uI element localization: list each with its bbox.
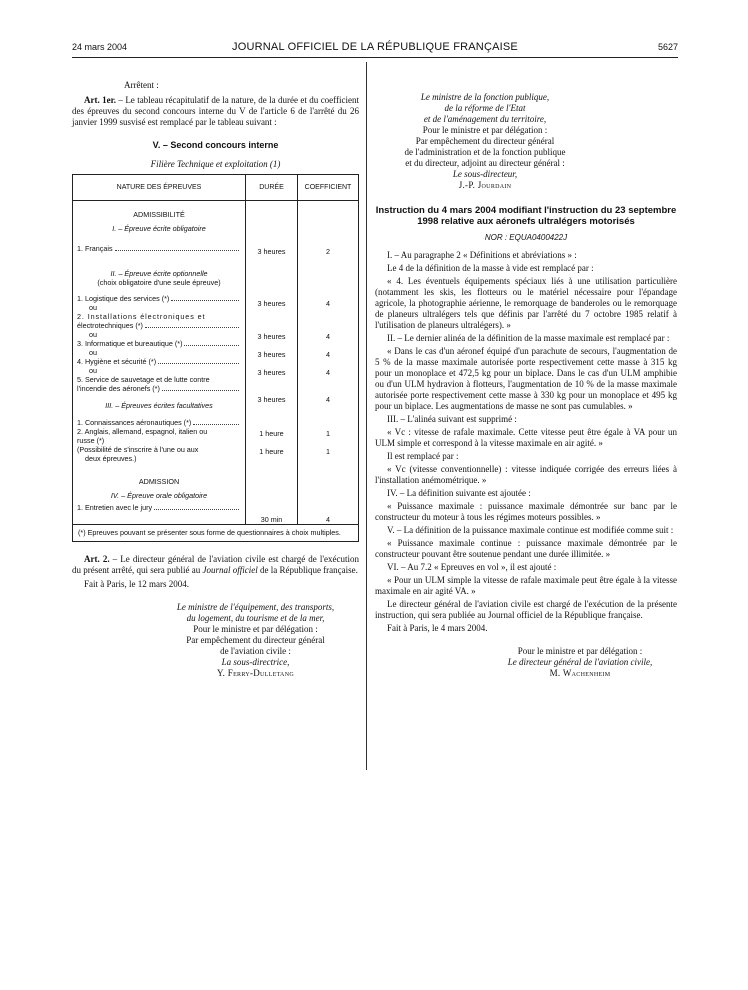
instruction-title: Instruction du 4 mars 2004 modifiant l'instruction du 23 septembre 1998 relative aux aéronefs ultralégers motorisés [375,205,677,227]
installations-label-1: 2. Installations électroniques et [77,312,206,321]
admission-heading: ADMISSION [138,477,180,486]
coefficient-column [298,175,358,524]
para-5: « Dans le cas d'un aéronef équipé d'un parachute de secours, l'augmentation de 5 % de la masse maximale autorisée porte respectivement cette masse à 315 kg pour un monoplace et 472,5 kg pour un biplace. Dans le cas d'un ULM amphibie ou d'un ULM hydravion à flotteurs, l'augmentation de 10 % de la masse maximale autorisée porte respectivement cette masse à 330 kg pour un monoplace et 495 kg pour un biplace. Les augmentations de masse ne sont pas cumulables. » [375,346,677,411]
article-2-journal: Journal officiel [202,565,258,575]
sauvetage-label-2: l'incendie des aéronefs (*) [77,384,160,393]
page-header [72,40,678,58]
header-page-number: 5627 [657,42,678,52]
sauvetage-label-1: 5. Service de sauvetage et de lutte contre [77,375,210,384]
sig-minister-1: Le ministre de l'équipement, des transports, [176,602,335,612]
possibilite-note-1: (Possibilité de s'inscrire à l'une ou aux [77,445,199,454]
article-1-label: Art. 1er. [84,95,117,105]
connaissances-label: 1. Connaissances aéronautiques (*) [77,418,192,427]
rsig-empech-3: et du directeur, adjoint au directeur général : [405,158,565,168]
rsig-name: J.-P. Jourdain [458,180,512,190]
article-1 [72,95,359,128]
logistique-label: 1. Logistique des services (*) [77,294,170,303]
langues-label-1: 2. Anglais, allemand, espagnol, italien ou [77,427,208,436]
para-6: III. – L'alinéa suivant est supprimé : [387,414,517,424]
nature-column [73,175,246,524]
col-header-duree: DURÉE [246,175,297,201]
table-row-francais [77,244,241,253]
ou-separator: ou [89,366,97,375]
sig-empech-2: de l'aviation civile : [220,646,291,656]
sauvetage-duree: 3 heures [257,395,286,404]
sig-role: La sous-directrice, [221,657,290,667]
para-3: « 4. Les éventuels équipements spéciaux liés à une utilisation particulière (notamment les skis, les flotteurs ou le matériel nécessaire pour l'épandage agricole, la photographie aérienne, le remorquage de banderoles ou le remorquage de planeurs ultralégers tels que définis par l'arrêté du 7 octobre 1985 relatif à l'utilisation de planeurs ultralégers). » [375,276,677,330]
ecrite-obligatoire-heading: I. – Épreuve écrite obligatoire [112,224,206,233]
entretien-label: 1. Entretien avec le jury [77,503,153,512]
article-2-text-b: de la République française. [257,565,358,575]
para-7: « Vc : vitesse de rafale maximale. Cette vitesse peut être égale à VA pour un ULM simple et correspond à la vitesse maximale en air agité. » [375,427,677,448]
para-15: « Pour un ULM simple la vitesse de rafale maximale peut être égale à la vitesse maximale en air agité VA. » [375,575,677,596]
para-2: Le 4 de la définition de la masse à vide est remplacé par : [387,263,594,273]
ou-separator: ou [89,348,97,357]
right-signature-block [375,92,595,191]
para-8: Il est remplacé par : [387,451,459,461]
hygiene-duree: 3 heures [257,368,286,377]
epreuves-table [72,174,359,542]
left-column [72,80,359,679]
rsig-delegation: Pour le ministre et par délégation : [422,125,548,135]
fsig-name: M. Wachenheim [549,668,611,678]
article-2-text-a: – Le directeur général de l'aviation civile est chargé de l'exécution du présent arrêté, qui sera publié au [72,554,359,575]
right-column [375,92,677,679]
sig-empech-1: Par empêchement du directeur général [186,635,325,645]
header-title: JOURNAL OFFICIEL DE LA RÉPUBLIQUE FRANÇAISE [232,41,518,53]
instruction-body [375,250,677,634]
installations-coef: 4 [326,332,330,341]
sig-delegation: Pour le ministre et par délégation : [193,624,318,634]
para-10: IV. – La définition suivante est ajoutée : [387,488,531,498]
francais-label: 1. Français [77,244,113,253]
para-16: Le directeur général de l'aviation civile est chargé de l'exécution de la présente instruction, qui sera publiée au Journal officiel de la République française. [375,599,677,620]
francais-coef: 2 [326,247,330,256]
table-row-informatique [77,339,241,348]
section-title: V. – Second concours interne [152,140,279,150]
informatique-label: 3. Informatique et bureautique (*) [77,339,183,348]
connaissances-coef: 1 [326,429,330,438]
logistique-duree: 3 heures [257,299,286,308]
entretien-duree: 30 min [260,515,283,524]
arretent-text: Arrêtent : [124,80,159,90]
hygiene-label: 4. Hygiène et sécurité (*) [77,357,157,366]
para-12: V. – La définition de la puissance maximale continue est modifiée comme suit : [387,525,674,535]
header-rule [72,57,678,58]
sig-name: Y. Ferry-Dulletang [217,668,294,678]
installations-duree: 3 heures [257,332,286,341]
fsig-role: Le directeur général de l'aviation civile, [507,657,653,667]
ecrite-optionnelle-heading: II. – Épreuve écrite optionnelle [110,269,208,278]
ou-separator: ou [89,330,97,339]
rsig-empech-1: Par empêchement du directeur général [415,136,555,146]
admissibilite-heading: ADMISSIBILITÉ [133,210,185,219]
para-9: « Vc (vitesse conventionnelle) : vitesse indiquée corrigée des erreurs liées à l'installation anémométrique. » [375,464,677,485]
informatique-duree: 3 heures [257,350,286,359]
para-1: I. – Au paragraphe 2 « Définitions et abréviations » : [387,250,577,260]
article-2-label: Art. 2. [84,554,110,564]
table-row-connaissances [77,418,241,427]
logistique-coef: 4 [326,299,330,308]
col-header-coefficient: COEFFICIENT [298,175,358,201]
filiere-subtitle: Filière Technique et exploitation (1) [150,159,281,169]
ou-separator: ou [89,303,97,312]
fait-a-paris: Fait à Paris, le 12 mars 2004. [84,579,189,589]
article-2 [72,554,359,576]
table-footnote: (*) Epreuves pouvant se présenter sous forme de questionnaires à choix multiples. [73,524,358,541]
para-17: Fait à Paris, le 4 mars 2004. [387,623,488,633]
langues-label-2: russe (*) [77,436,105,445]
table-row-logistique [77,294,241,303]
duree-column [246,175,298,524]
langues-coef: 1 [326,447,330,456]
rsig-empech-2: de l'administration et de la fonction publique [404,147,566,157]
para-14: VI. – Au 7.2 « Epreuves en vol », il est ajouté : [387,562,557,572]
orale-heading: IV. – Épreuve orale obligatoire [110,491,208,500]
para-4: II. – Le dernier alinéa de la définition de la masse maximale est remplacé par : [387,333,670,343]
rsig-role: Le sous-directeur, [452,169,518,179]
rsig-minister-2: de la réforme de l'Etat [444,103,526,113]
table-row-installations [77,321,241,330]
table-row-hygiene [77,357,241,366]
sig-minister-2: du logement, du tourisme et de la mer, [186,613,325,623]
final-signature-block [485,646,675,679]
left-signature-block [152,602,359,679]
possibilite-note-2: deux épreuves.) [85,454,137,463]
table-row-entretien [77,503,241,512]
choix-note: (choix obligatoire d'une seule épreuve) [97,278,221,287]
ecrites-facultatives-heading: III. – Épreuves écrites facultatives [105,401,213,410]
entretien-coef: 4 [326,515,330,524]
fsig-delegation: Pour le ministre et par délégation : [517,646,643,656]
rsig-minister-1: Le ministre de la fonction publique, [420,92,550,102]
nor-reference: NOR : EQUA0400422J [484,233,568,242]
table-row-sauvetage [77,384,241,393]
rsig-minister-3: et de l'aménagement du territoire, [423,114,547,124]
column-divider [366,62,367,770]
sauvetage-coef: 4 [326,395,330,404]
langues-duree: 1 heure [259,447,284,456]
col-header-nature: NATURE DES ÉPREUVES [73,175,245,201]
francais-duree: 3 heures [257,247,286,256]
article-1-text: – Le tableau récapitulatif de la nature, de la durée et du coefficient des épreuves du second concours interne du V de l'article 6 de l'arrêté du 26 janvier 1999 susvisé est remplacé par le tableau suivant : [72,95,359,127]
para-13: « Puissance maximale continue : puissance maximale démontrée par le constructeur pouvant être soutenue pendant une durée illimitée. » [375,538,677,559]
para-11: « Puissance maximale : puissance maximale démontrée sur banc par le constructeur du moteur à tous les régimes moteurs possibles. » [375,501,677,522]
installations-label-2: électrotechniques (*) [77,321,143,330]
informatique-coef: 4 [326,350,330,359]
hygiene-coef: 4 [326,368,330,377]
header-date: 24 mars 2004 [72,42,128,52]
connaissances-duree: 1 heure [259,429,284,438]
